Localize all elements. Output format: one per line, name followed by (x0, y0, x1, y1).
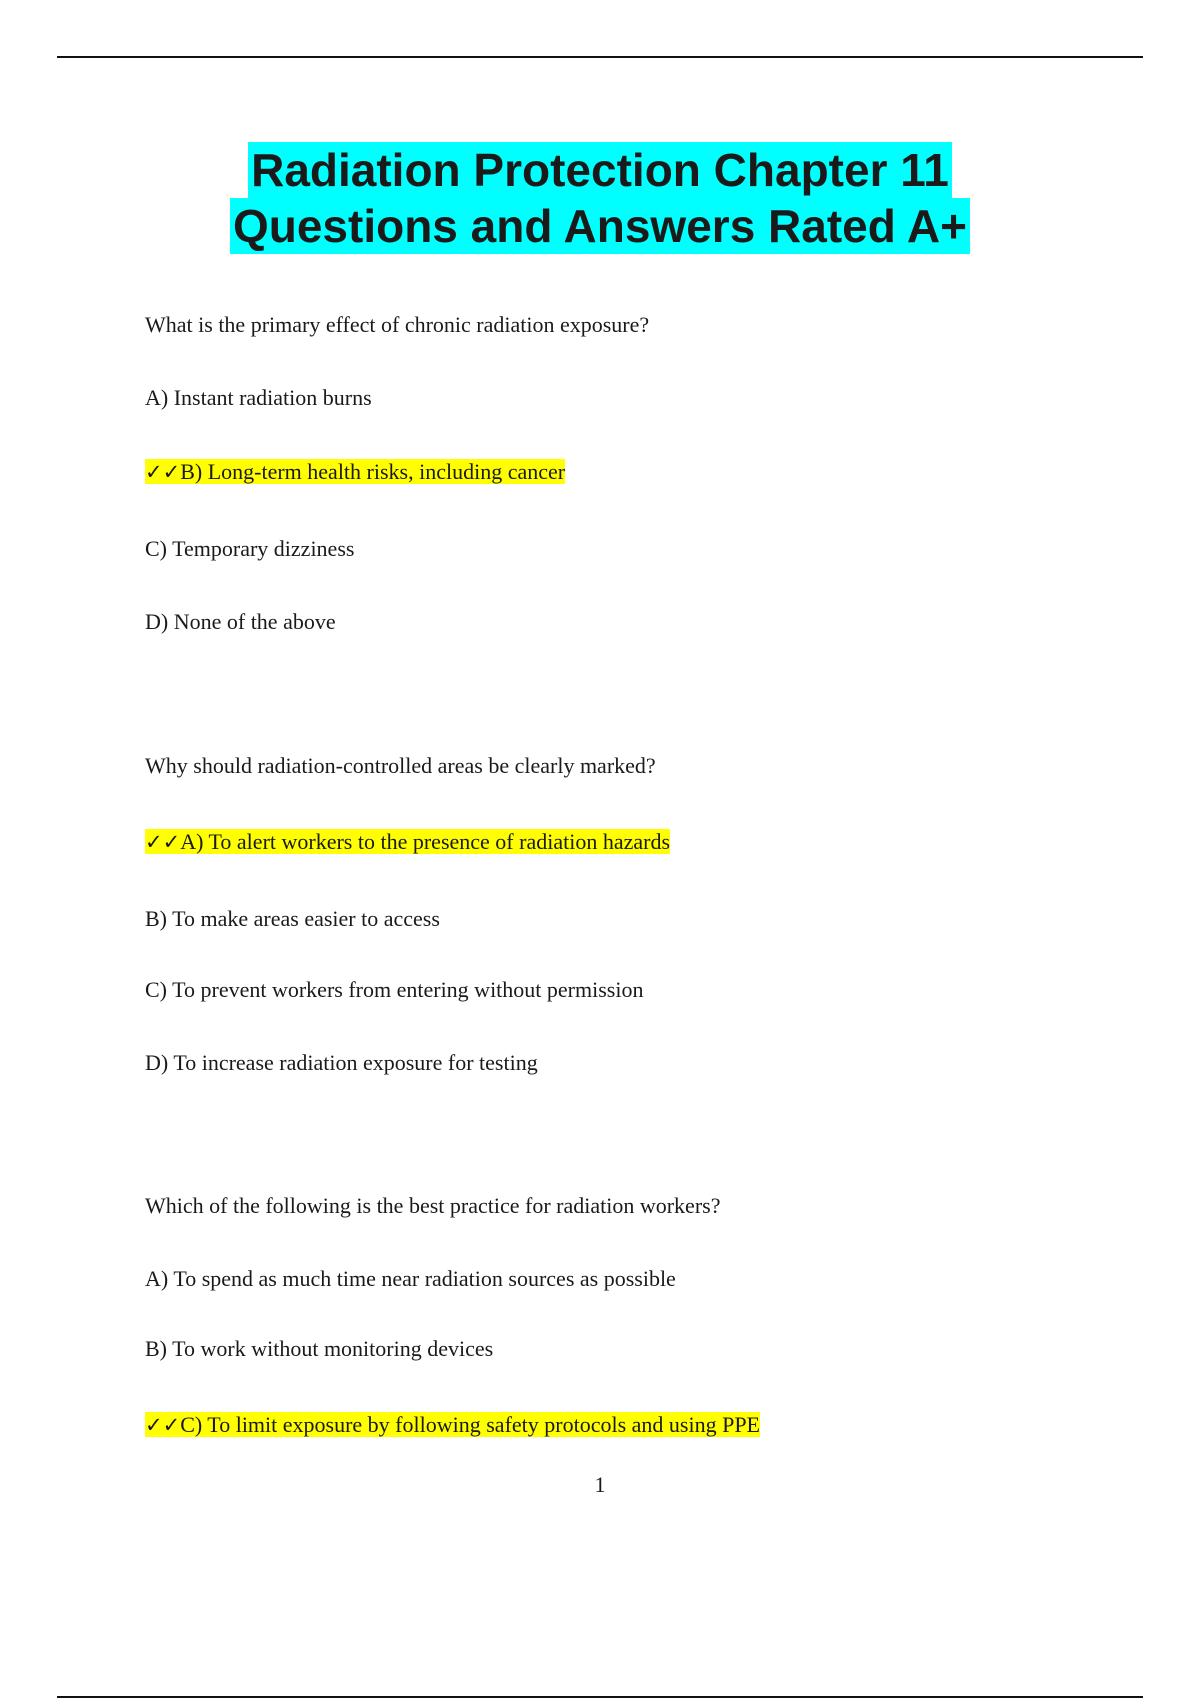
correct-answer-highlight (145, 459, 565, 484)
title-line-2: Questions and Answers Rated A+ (230, 198, 970, 254)
page-number: 1 (594, 1472, 606, 1497)
question-2-option-c: C) To prevent workers from entering without permission (145, 977, 644, 1002)
correct-answer-highlight (145, 1412, 760, 1437)
question-3-option-b: B) To work without monitoring devices (145, 1336, 494, 1361)
question-1-option-b-text: B) Long-term health risks, including cancer (180, 459, 566, 484)
question-3-option-c-correct (145, 1410, 760, 1440)
top-rule (57, 56, 1143, 58)
question-1-option-a: A) Instant radiation burns (145, 385, 372, 410)
question-1-prompt: What is the primary effect of chronic radiation exposure? (145, 312, 650, 337)
question-2-option-a-text: A) To alert workers to the presence of radiation hazards (180, 829, 671, 854)
question-2-prompt: Why should radiation-controlled areas be clearly marked? (145, 753, 656, 778)
check-mark-icon: ✓✓ (145, 460, 181, 484)
question-2-option-b: B) To make areas easier to access (145, 906, 440, 931)
question-1-option-d: D) None of the above (145, 609, 336, 634)
document-title (0, 142, 1200, 254)
title-line-1: Radiation Protection Chapter 11 (248, 142, 952, 198)
correct-answer-highlight (145, 829, 670, 854)
check-mark-icon: ✓✓ (145, 830, 181, 854)
question-2-option-d: D) To increase radiation exposure for testing (145, 1050, 538, 1075)
bottom-rule (57, 1696, 1143, 1698)
question-1-option-b-correct (145, 457, 565, 487)
question-2-option-a-correct (145, 827, 670, 857)
question-1-option-c: C) Temporary dizziness (145, 536, 355, 561)
question-3-option-a: A) To spend as much time near radiation sources as possible (145, 1266, 676, 1291)
check-mark-icon: ✓✓ (145, 1413, 181, 1437)
question-3-option-c-text: C) To limit exposure by following safety protocols and using PPE (180, 1412, 760, 1437)
question-3-prompt: Which of the following is the best practice for radiation workers? (145, 1193, 721, 1218)
